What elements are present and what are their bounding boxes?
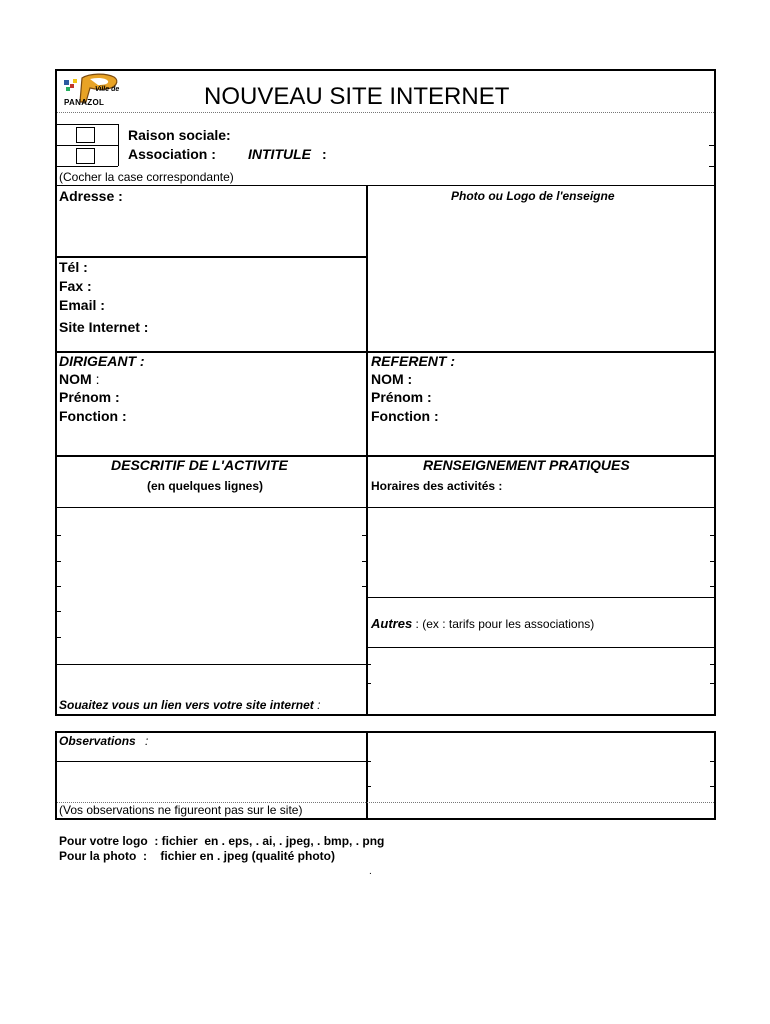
mid-tick (366, 761, 371, 762)
activity-header-line (55, 507, 716, 508)
association-label: Association : (128, 146, 216, 162)
observations-divider (366, 731, 368, 820)
referent-prenom-label: Prénom : (371, 389, 432, 405)
cocher-note: (Cocher la case correspondante) (59, 170, 234, 184)
right-tick (709, 145, 714, 146)
photo-format-note: Pour la photo : fichier en . jpeg (qualité photo) (59, 849, 335, 863)
left-tick (56, 637, 61, 638)
right-tick (710, 683, 715, 684)
dirigeant-nom-label (59, 371, 99, 387)
site-internet-label: Site Internet : (59, 319, 149, 335)
observations-row (59, 734, 148, 748)
activite-title: DESCRITIF DE L'ACTIVITE (111, 457, 288, 473)
mid-tick (362, 586, 367, 587)
autres-note: : (ex : tarifs pour les associations) (415, 617, 595, 631)
mid-tick (362, 561, 367, 562)
adresse-label: Adresse : (59, 188, 123, 204)
dirigeant-nom-colon: : (95, 371, 100, 387)
horaires-label: Horaires des activités : (371, 479, 503, 493)
right-tick (710, 761, 715, 762)
autres-row (371, 616, 594, 631)
right-tick (710, 786, 715, 787)
intitule-label: INTITULE (248, 146, 311, 162)
mid-tick (362, 535, 367, 536)
autres-bottom-line (366, 647, 716, 648)
contact-divider (366, 185, 368, 353)
checkbox-column-divider (118, 124, 119, 166)
referent-title: REFERENT : (371, 353, 455, 369)
right-tick (710, 586, 715, 587)
pratiques-divider (366, 597, 716, 598)
email-label: Email : (59, 297, 105, 313)
stray-dot: . (369, 866, 372, 877)
activite-subtitle: (en quelques lignes) (147, 479, 264, 493)
raison-sociale-checkbox[interactable] (76, 127, 95, 143)
page-title: NOUVEAU SITE INTERNET (204, 83, 510, 110)
logo-format-note: Pour votre logo : fichier en . eps, . ai, . jpeg, . bmp, . png (59, 834, 385, 848)
lien-top-line (55, 664, 367, 665)
left-tick (56, 611, 61, 612)
panazol-logo (60, 72, 122, 108)
observations-colon: : (145, 734, 149, 748)
checkbox-row-top (55, 124, 118, 125)
right-tick (710, 535, 715, 536)
adresse-bottom-line (55, 256, 367, 258)
association-checkbox[interactable] (76, 148, 95, 164)
referent-fonction-label: Fonction : (371, 408, 439, 424)
raison-sociale-label: Raison sociale: (128, 127, 231, 143)
lien-colon: : (317, 698, 321, 712)
dirigeant-title: DIRIGEANT : (59, 353, 145, 369)
mid-tick (366, 786, 371, 787)
tel-label: Tél : (59, 259, 88, 275)
observations-label: Observations (59, 734, 136, 748)
referent-nom-label: NOM : (371, 371, 413, 387)
people-divider (366, 351, 368, 457)
checkbox-row-divider (55, 145, 118, 146)
left-tick (56, 561, 61, 562)
observations-note: (Vos observations ne figureont pas sur le site) (59, 803, 303, 817)
pratiques-title: RENSEIGNEMENT PRATIQUES (423, 457, 630, 473)
checkbox-row-bottom (55, 166, 118, 167)
dirigeant-fonction-label: Fonction : (59, 408, 127, 424)
dirigeant-nom-text: NOM (59, 371, 92, 387)
intitule-colon: : (322, 146, 327, 162)
observations-line (55, 761, 367, 762)
lien-row (59, 698, 320, 712)
mid-tick (366, 683, 371, 684)
identity-bottom-line (55, 185, 716, 186)
fax-label: Fax : (59, 278, 92, 294)
left-tick (56, 535, 61, 536)
left-tick (56, 586, 61, 587)
photo-logo-label: Photo ou Logo de l'enseigne (451, 189, 615, 203)
logo-text-ville: Ville de (95, 86, 120, 93)
autres-label: Autres (371, 616, 413, 631)
right-tick (710, 664, 715, 665)
lien-label: Souaitez vous un lien vers votre site internet (59, 698, 314, 712)
right-tick (710, 561, 715, 562)
header-divider (57, 112, 714, 113)
dirigeant-prenom-label: Prénom : (59, 389, 120, 405)
logo-text-panazol: PANAZOL (64, 98, 105, 107)
right-tick (709, 166, 714, 167)
mid-tick (366, 664, 371, 665)
